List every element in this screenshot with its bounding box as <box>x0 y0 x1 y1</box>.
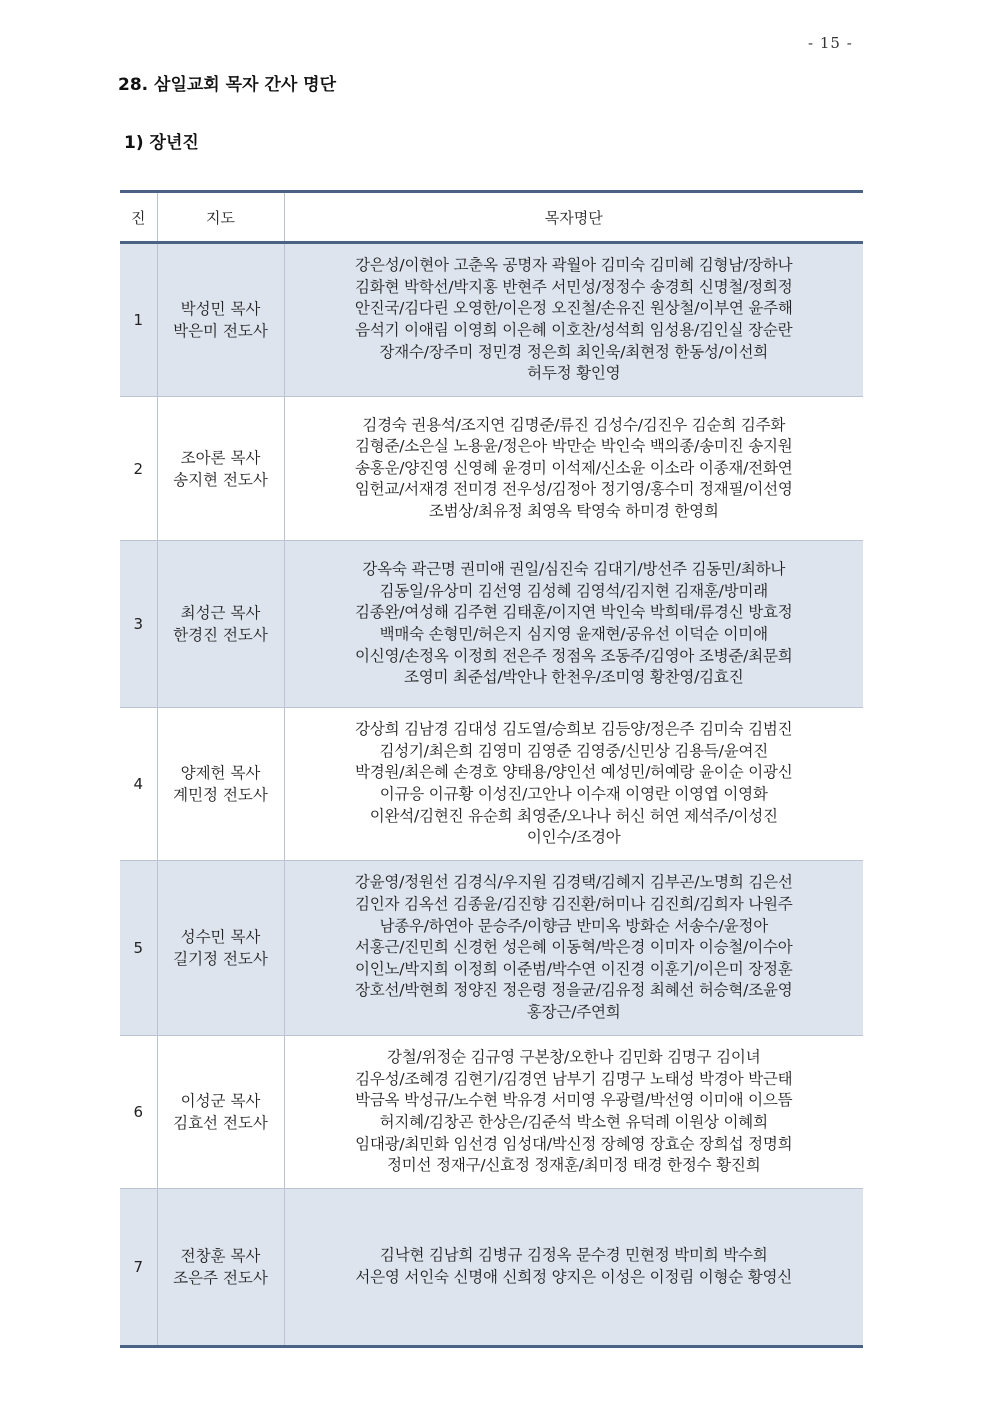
group-number: 4 <box>120 708 157 861</box>
pastor-name: 박성민 목사 <box>180 300 261 318</box>
member-line: 허두정 황인영 <box>527 364 621 383</box>
evangelist-name: 김효선 전도사 <box>173 1114 268 1132</box>
member-line: 김낙현 김남희 김병규 김정옥 문수경 민현정 박미희 박수희 <box>379 1246 768 1265</box>
group-leaders <box>157 1036 284 1189</box>
member-line: 음석기 이애림 이영희 이은혜 이호찬/성석희 임성용/김인실 장순란 <box>355 321 793 339</box>
member-line: 남종우/하연아 문승주/이향금 반미옥 방화순 서송수/윤정아 <box>379 916 769 935</box>
evangelist-name: 한경진 전도사 <box>173 626 268 644</box>
member-line: 정미선 정재구/신효정 정재훈/최미정 태경 한정수 황진희 <box>387 1156 761 1175</box>
group-number: 3 <box>120 541 157 708</box>
header-number: 진 <box>120 192 157 243</box>
table-row <box>120 708 863 861</box>
evangelist-name: 조은주 전도사 <box>173 1269 268 1287</box>
document-title: 28. 삼일교회 목자 간사 명단 <box>118 75 337 95</box>
group-number: 5 <box>120 861 157 1036</box>
group-leaders <box>157 397 284 541</box>
member-line: 홍장근/주연희 <box>526 1002 621 1021</box>
table-row <box>120 861 863 1036</box>
table-row <box>120 1036 863 1189</box>
pastor-name: 양제헌 목사 <box>180 764 261 782</box>
member-line: 서은영 서인숙 신명애 신희정 양지은 이성은 이정림 이형순 황영신 <box>355 1268 793 1286</box>
group-leaders <box>157 861 284 1036</box>
member-line: 강상희 김남경 김대성 김도열/승희보 김등양/정은주 김미숙 김범진 <box>355 720 793 739</box>
member-line: 장재수/장주미 정민경 정은희 최인욱/최현정 한동성/이선희 <box>379 342 769 361</box>
member-line: 김화현 박학선/박지홍 반현주 서민성/정정수 송경희 신명철/정희정 <box>354 277 793 296</box>
member-list <box>284 1036 863 1189</box>
member-line: 서홍근/진민희 신경헌 성은혜 이동혁/박은경 이미자 이승철/이수아 <box>354 938 793 957</box>
shepherd-roster-table <box>120 190 863 1348</box>
table-header-row <box>120 192 863 243</box>
table-row <box>120 1189 863 1347</box>
member-line: 김경숙 권용석/조지연 김명준/류진 김성수/김진우 김순희 김주화 <box>362 415 786 434</box>
evangelist-name: 박은미 전도사 <box>173 322 268 340</box>
member-line: 임헌교/서재경 전미경 전우성/김정아 정기영/홍수미 정재필/이선영 <box>354 480 793 499</box>
pastor-name: 전창훈 목사 <box>180 1247 261 1265</box>
group-leaders <box>157 541 284 708</box>
member-line: 허지혜/김창곤 한상은/김준석 박소현 유덕례 이원상 이혜희 <box>379 1113 768 1131</box>
member-line: 안진국/김다린 오영한/이은정 오진철/손유진 원상철/이부연 윤주해 <box>354 299 793 318</box>
member-line: 이완석/김현진 유순희 최영준/오나나 허신 허연 제석주/이성진 <box>369 806 778 825</box>
member-line: 백매숙 손형민/허은지 심지영 윤재현/공유선 이덕순 이미애 <box>379 625 768 643</box>
evangelist-name: 송지현 전도사 <box>173 470 268 489</box>
member-line: 김인자 김옥선 김종윤/김진향 김진환/허미나 김진희/김희자 나원주 <box>354 895 793 914</box>
table-row <box>120 397 863 541</box>
pastor-name: 조아론 목사 <box>180 448 261 467</box>
member-line: 조영미 최준섭/박안나 한천우/조미영 황찬영/김효진 <box>404 668 744 687</box>
member-line: 송홍운/양진영 신영혜 윤경미 이석제/신소윤 이소라 이종재/전화연 <box>354 458 793 477</box>
evangelist-name: 길기정 전도사 <box>173 950 268 968</box>
group-leaders <box>157 708 284 861</box>
member-list <box>284 861 863 1036</box>
member-line: 김종완/여성해 김주현 김태훈/이지연 박인숙 박희태/류경신 방효정 <box>354 603 793 622</box>
member-line: 강윤영/정원선 김경식/우지원 김경택/김혜지 김부곤/노명희 김은선 <box>354 873 793 892</box>
member-line: 박금옥 박성규/노수현 박유경 서미영 우광렬/박선영 이미애 이으뜸 <box>355 1091 793 1110</box>
member-line: 강옥숙 곽근명 권미애 권일/심진숙 김대기/방선주 김동민/최하나 <box>362 560 786 579</box>
pastor-name: 이성군 목사 <box>180 1092 261 1110</box>
header-leaders: 지도 <box>157 192 284 243</box>
group-number: 6 <box>120 1036 157 1189</box>
member-line: 이인수/조경아 <box>526 828 621 847</box>
evangelist-name: 계민정 전도사 <box>173 786 268 804</box>
table-row <box>120 541 863 708</box>
member-line: 이인노/박지희 이정희 이준범/박수연 이진경 이훈기/이은미 장정훈 <box>354 959 793 978</box>
group-number: 1 <box>120 243 157 397</box>
header-members: 목자명단 <box>284 192 863 243</box>
member-list <box>284 1189 863 1347</box>
member-line: 김동일/유상미 김선영 김성혜 김영석/김지현 김재훈/방미래 <box>379 581 769 600</box>
member-line: 강철/위정순 김규영 구본창/오한나 김민화 김명구 김이녀 <box>387 1048 761 1067</box>
member-line: 임대광/최민화 임선경 임성대/박신정 장혜영 장효순 장희섭 정명희 <box>355 1134 793 1153</box>
member-line: 김형준/소은실 노용윤/정은아 박만순 박인숙 백의종/송미진 송지원 <box>354 437 793 456</box>
pastor-name: 성수민 목사 <box>180 928 261 946</box>
member-line: 강은성/이현아 고춘옥 공명자 곽월아 김미숙 김미혜 김형남/장하나 <box>355 256 793 275</box>
group-leaders <box>157 1189 284 1347</box>
member-line: 김우성/조혜경 김현기/김경연 남부기 김명구 노태성 박경아 박근태 <box>355 1069 793 1088</box>
table-row <box>120 243 863 397</box>
group-number: 2 <box>120 397 157 541</box>
member-list <box>284 541 863 708</box>
group-number: 7 <box>120 1189 157 1347</box>
section-title: 1) 장년진 <box>124 133 199 153</box>
member-line: 이신영/손정옥 이정희 전은주 정점옥 조동주/김영아 조병준/최문희 <box>354 646 793 665</box>
member-line: 김성기/최은희 김영미 김영준 김영중/신민상 김용득/윤여진 <box>379 741 769 760</box>
member-line: 장호선/박현희 정양진 정은령 정을균/김유정 최혜선 허승혁/조윤영 <box>354 981 793 1000</box>
member-list <box>284 397 863 541</box>
page-number: - 15 - <box>808 34 853 52</box>
pastor-name: 최성근 목사 <box>180 604 261 622</box>
member-line: 조범상/최유정 최영옥 탁영숙 하미경 한영희 <box>428 501 719 520</box>
member-line: 이규응 이규황 이성진/고안나 이수재 이영란 이영엽 이영화 <box>379 785 768 803</box>
member-list <box>284 708 863 861</box>
member-line: 박경원/최은혜 손경호 양태용/양인선 예성민/허예랑 윤이순 이광신 <box>354 763 793 782</box>
member-list <box>284 243 863 397</box>
group-leaders <box>157 243 284 397</box>
